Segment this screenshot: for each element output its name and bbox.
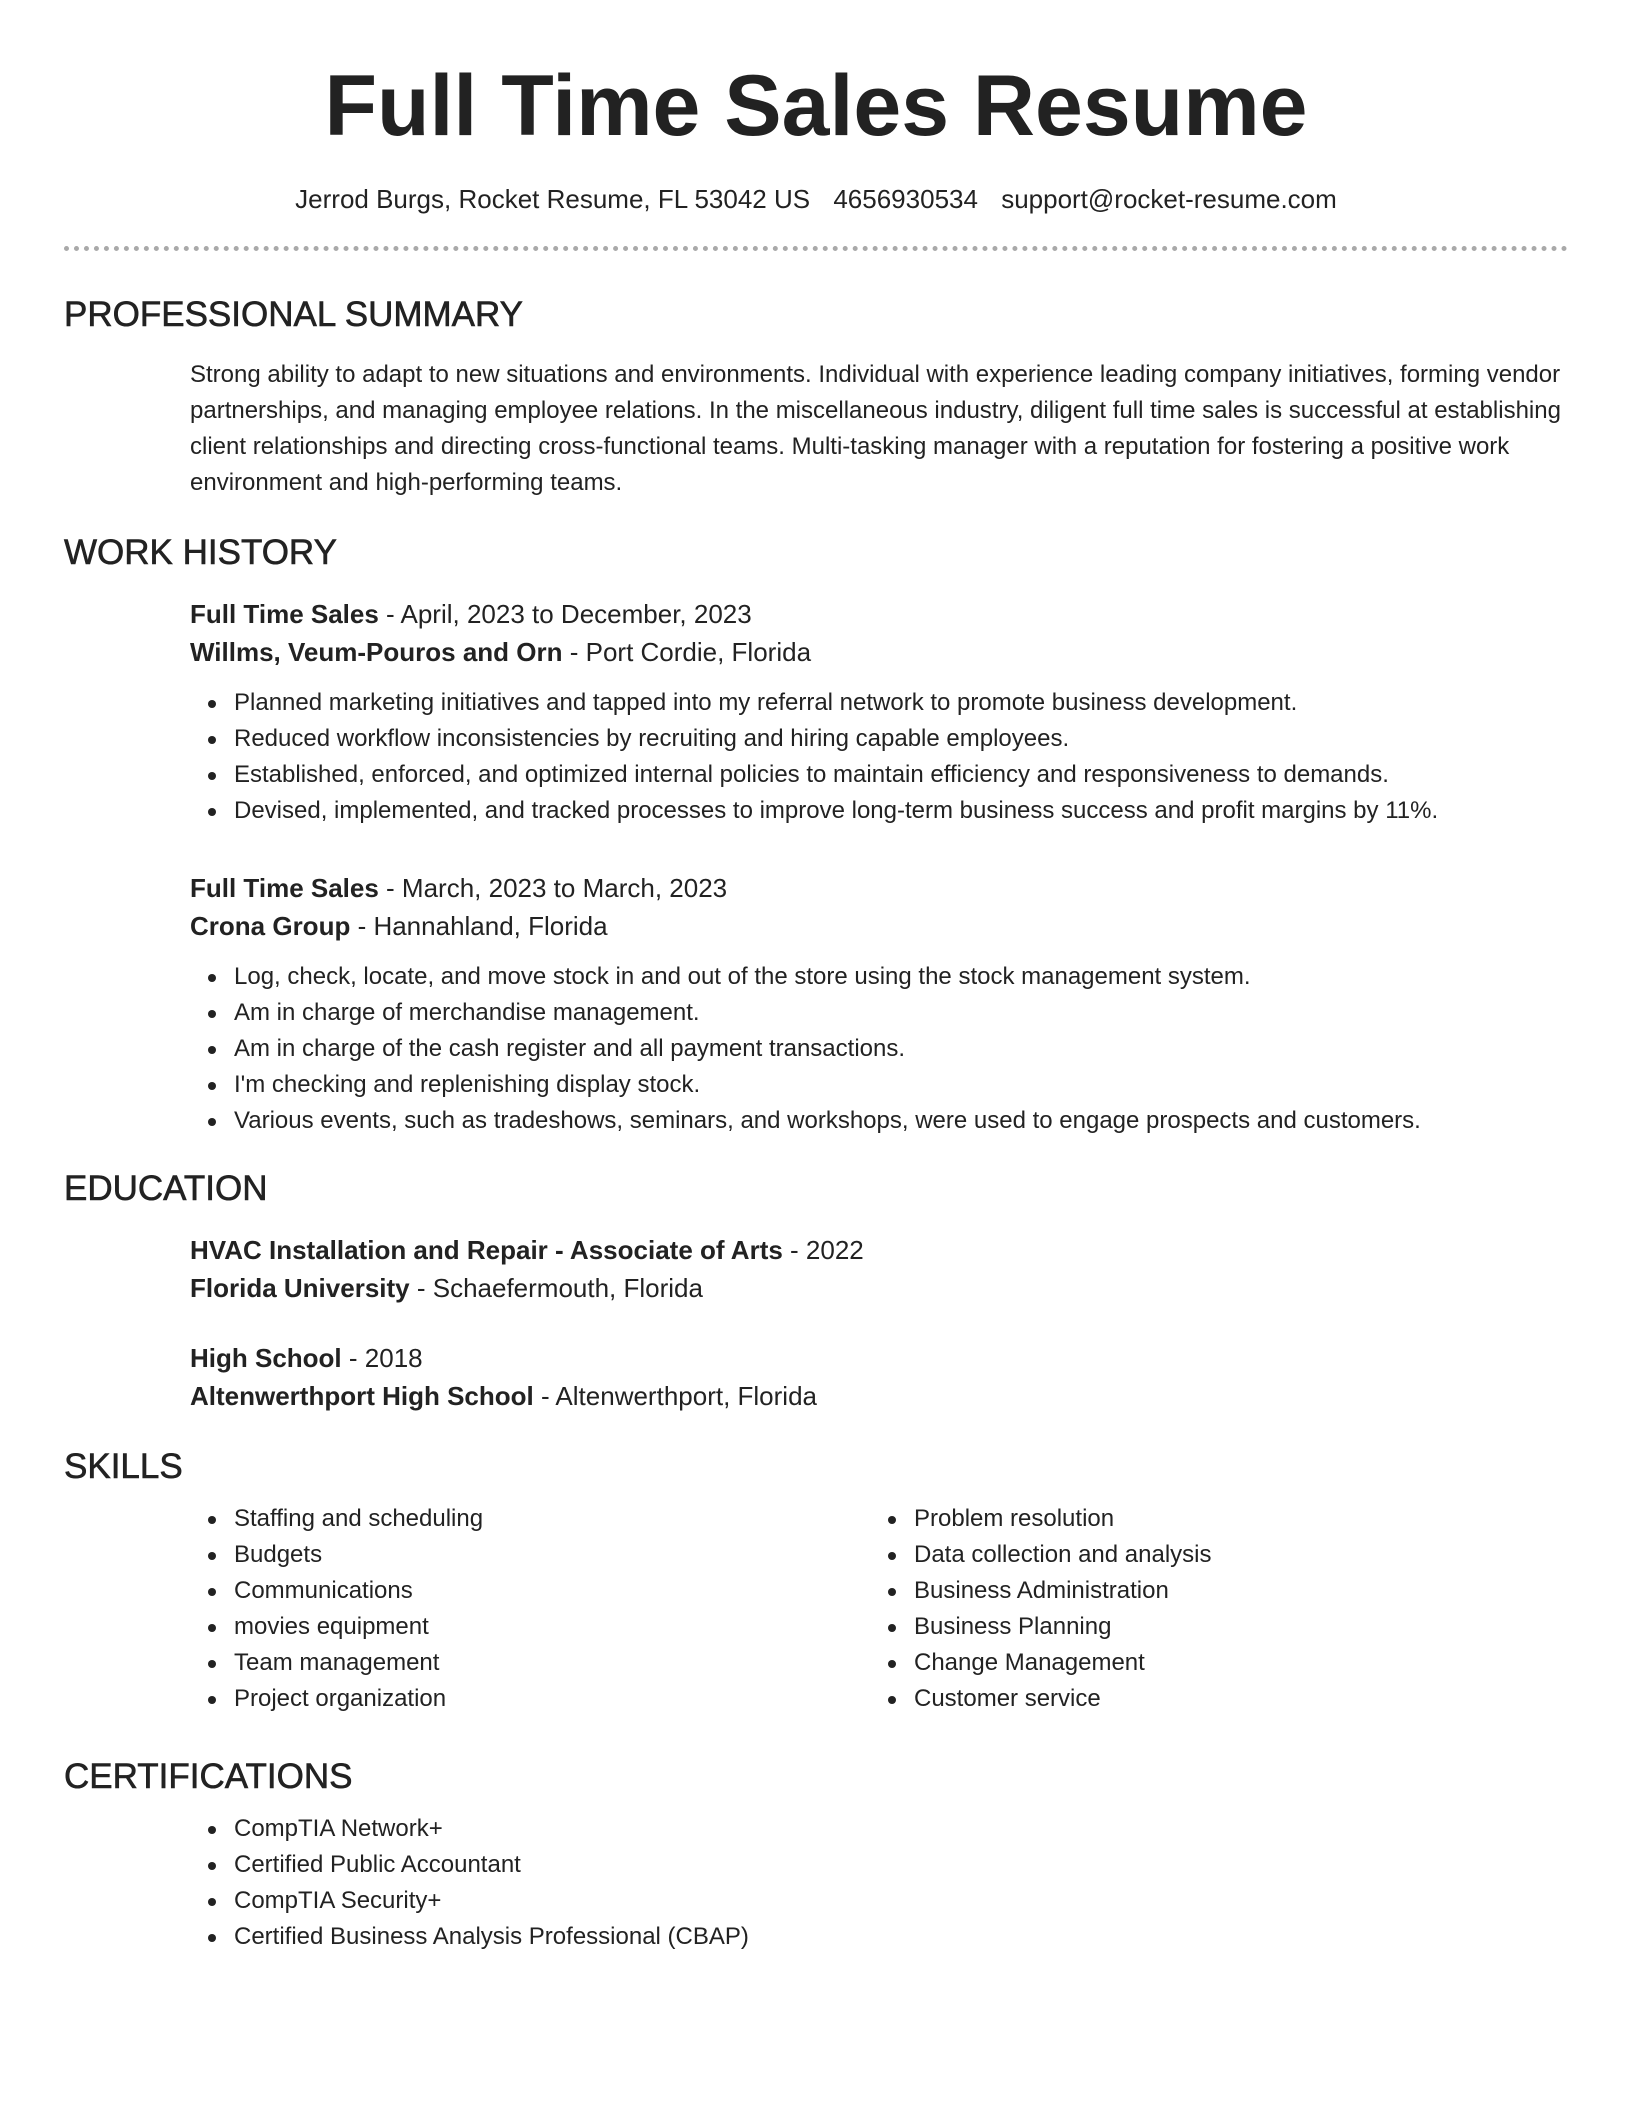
job-dates: - March, 2023 to March, 2023 bbox=[378, 873, 728, 903]
edu-location: - Schaefermouth, Florida bbox=[409, 1273, 703, 1303]
skills-list-left bbox=[190, 1501, 870, 1717]
job-title-line bbox=[190, 869, 1568, 907]
job-bullets bbox=[190, 685, 1568, 829]
job-entry bbox=[190, 869, 1568, 1139]
summary-text: Strong ability to adapt to new situations and environments. Individual with experience leading company initiatives, forming vendor partnerships, and managing employee relations. In the miscellaneous industry, diligent full time sales is successful at establishing client relationships and directing cross-functional teams. Multi-tasking manager with a reputation for fostering a positive work environment and high-performing teams. bbox=[190, 361, 1561, 496]
job-bullets bbox=[190, 959, 1568, 1139]
section-title-certifications: CERTIFICATIONS bbox=[64, 1757, 353, 1796]
resume-page bbox=[64, 0, 1568, 1955]
job-company: Crona Group bbox=[190, 911, 351, 941]
job-location: - Port Cordie, Florida bbox=[562, 637, 812, 667]
list-item: Established, enforced, and optimized internal policies to maintain efficiency and responsiveness to demands. bbox=[190, 757, 1568, 793]
job-dates: - April, 2023 to December, 2023 bbox=[378, 599, 752, 629]
job-title-line bbox=[190, 595, 1568, 633]
edu-school: Altenwerthport High School bbox=[190, 1381, 534, 1411]
contact-email: support@rocket-resume.com bbox=[1001, 184, 1337, 214]
list-item: Am in charge of the cash register and all payment transactions. bbox=[190, 1031, 1568, 1067]
resume-title: Full Time Sales Resume bbox=[324, 58, 1308, 154]
skills-list-right bbox=[870, 1501, 1550, 1717]
edu-location: - Altenwerthport, Florida bbox=[533, 1381, 817, 1411]
list-item: Log, check, locate, and move stock in and out of the store using the stock management system. bbox=[190, 959, 1568, 995]
certifications-list bbox=[190, 1811, 1568, 1955]
section-title-summary: PROFESSIONAL SUMMARY bbox=[64, 295, 523, 334]
contact-line bbox=[64, 182, 1568, 216]
list-item: Various events, such as tradeshows, seminars, and workshops, were used to engage prospects and customers. bbox=[190, 1103, 1568, 1139]
education-entry bbox=[190, 1231, 1568, 1307]
edu-school-line bbox=[190, 1377, 1568, 1415]
list-item: Project organization bbox=[190, 1681, 870, 1717]
job-title: Full Time Sales bbox=[190, 873, 379, 903]
job-location: - Hannahland, Florida bbox=[350, 911, 608, 941]
list-item: Planned marketing initiatives and tapped into my referral network to promote business development. bbox=[190, 685, 1568, 721]
list-item: Customer service bbox=[870, 1681, 1550, 1717]
contact-address: Jerrod Burgs, Rocket Resume, FL 53042 US bbox=[295, 184, 811, 214]
job-title: Full Time Sales bbox=[190, 599, 379, 629]
list-item: Budgets bbox=[190, 1537, 870, 1573]
job-company-line bbox=[190, 907, 1568, 945]
edu-degree: HVAC Installation and Repair - Associate of Arts bbox=[190, 1235, 783, 1265]
list-item: movies equipment bbox=[190, 1609, 870, 1645]
list-item: Change Management bbox=[870, 1645, 1550, 1681]
edu-school: Florida University bbox=[190, 1273, 410, 1303]
list-item: Business Planning bbox=[870, 1609, 1550, 1645]
list-item: Communications bbox=[190, 1573, 870, 1609]
job-entry bbox=[190, 595, 1568, 829]
edu-school-line bbox=[190, 1269, 1568, 1307]
list-item: Reduced workflow inconsistencies by recruiting and hiring capable employees. bbox=[190, 721, 1568, 757]
edu-degree-line bbox=[190, 1231, 1568, 1269]
list-item: Problem resolution bbox=[870, 1501, 1550, 1537]
list-item: Am in charge of merchandise management. bbox=[190, 995, 1568, 1031]
list-item: I'm checking and replenishing display stock. bbox=[190, 1067, 1568, 1103]
header-divider bbox=[64, 246, 1568, 251]
list-item: Staffing and scheduling bbox=[190, 1501, 870, 1537]
contact-phone: 4656930534 bbox=[833, 184, 978, 214]
job-company: Willms, Veum-Pouros and Orn bbox=[190, 637, 563, 667]
list-item: Team management bbox=[190, 1645, 870, 1681]
edu-degree: High School bbox=[190, 1343, 342, 1373]
edu-year: - 2022 bbox=[782, 1235, 864, 1265]
section-title-work-history: WORK HISTORY bbox=[64, 533, 337, 572]
list-item: Devised, implemented, and tracked processes to improve long-term business success and profit margins by 11%. bbox=[190, 793, 1568, 829]
list-item: Business Administration bbox=[870, 1573, 1550, 1609]
edu-year: - 2018 bbox=[341, 1343, 423, 1373]
edu-degree-line bbox=[190, 1339, 1568, 1377]
list-item: Certified Business Analysis Professional (CBAP) bbox=[190, 1919, 1568, 1955]
list-item: CompTIA Security+ bbox=[190, 1883, 1568, 1919]
skills-grid bbox=[190, 1501, 1568, 1717]
education-entry bbox=[190, 1339, 1568, 1415]
list-item: Data collection and analysis bbox=[870, 1537, 1550, 1573]
list-item: Certified Public Accountant bbox=[190, 1847, 1568, 1883]
job-company-line bbox=[190, 633, 1568, 671]
section-title-skills: SKILLS bbox=[64, 1447, 183, 1486]
section-title-education: EDUCATION bbox=[64, 1169, 268, 1208]
list-item: CompTIA Network+ bbox=[190, 1811, 1568, 1847]
